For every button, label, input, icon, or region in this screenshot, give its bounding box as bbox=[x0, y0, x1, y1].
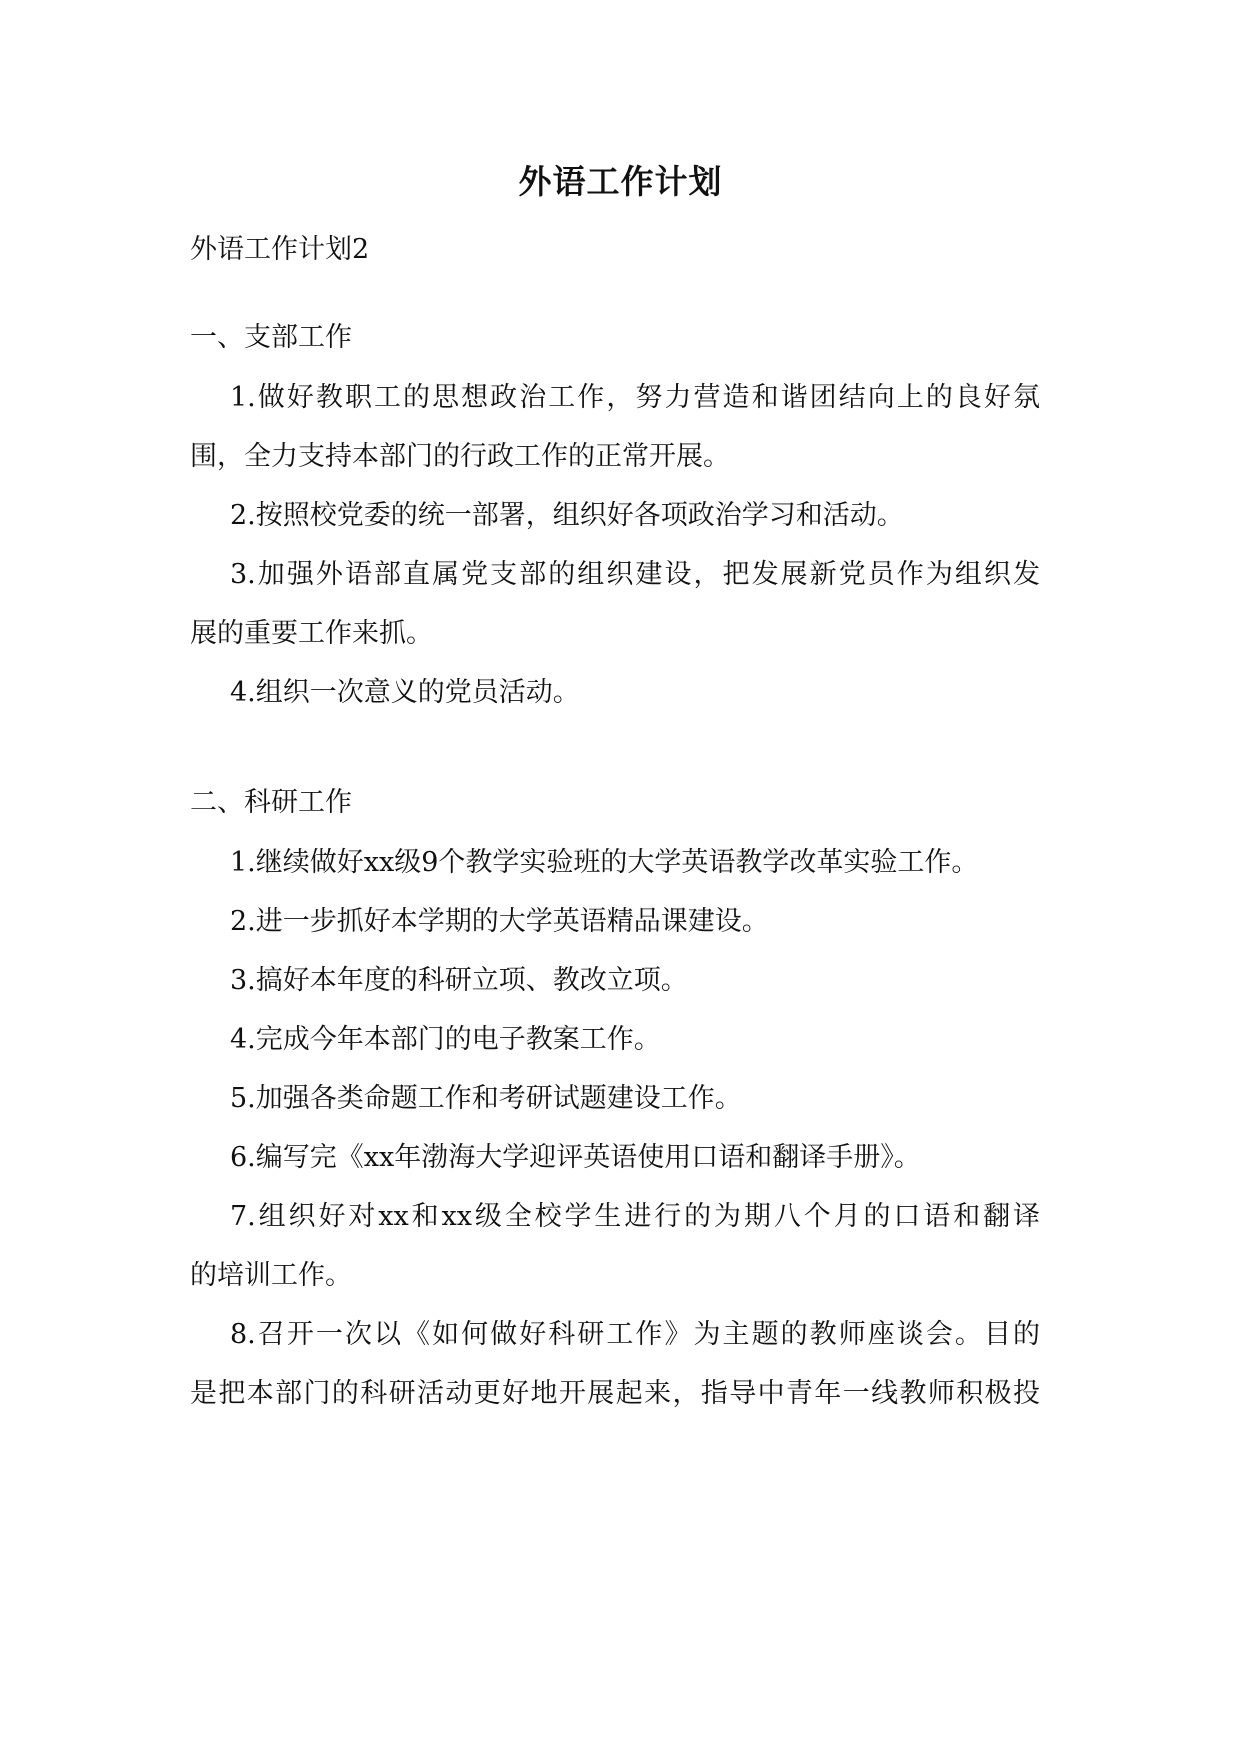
paragraph-line: 6.编写完《xx年渤海大学迎评英语使用口语和翻译手册》。 bbox=[230, 1142, 921, 1173]
section-heading: 二、科研工作 bbox=[190, 787, 352, 818]
section-heading: 一、支部工作 bbox=[190, 322, 352, 353]
paragraph-line: 4.组织一次意义的党员活动。 bbox=[230, 677, 580, 708]
paragraph-line: 是把本部门的科研活动更好地开展起来，指导中青年一线教师积极投 bbox=[190, 1378, 1040, 1409]
paragraph-line: 1.做好教职工的思想政治工作，努力营造和谐团结向上的良好氛 bbox=[230, 382, 1040, 413]
paragraph-line: 的培训工作。 bbox=[190, 1260, 352, 1291]
paragraph-line: 展的重要工作来抓。 bbox=[190, 618, 433, 649]
paragraph-line: 5.加强各类命题工作和考研试题建设工作。 bbox=[230, 1083, 742, 1114]
paragraph-line: 1.继续做好xx级9个教学实验班的大学英语教学改革实验工作。 bbox=[230, 847, 979, 878]
paragraph-line: 7.组织好对xx和xx级全校学生进行的为期八个月的口语和翻译 bbox=[230, 1201, 1040, 1232]
paragraph-line: 8.召开一次以《如何做好科研工作》为主题的教师座谈会。目的 bbox=[230, 1319, 1040, 1350]
paragraph-line: 3.搞好本年度的科研立项、教改立项。 bbox=[230, 965, 688, 996]
paragraph-line: 2.按照校党委的统一部署，组织好各项政治学习和活动。 bbox=[230, 500, 904, 531]
paragraph-line: 围，全力支持本部门的行政工作的正常开展。 bbox=[190, 441, 730, 472]
paragraph-line: 4.完成今年本部门的电子教案工作。 bbox=[230, 1024, 661, 1055]
document-subtitle: 外语工作计划2 bbox=[190, 234, 370, 265]
paragraph-line: 3.加强外语部直属党支部的组织建设，把发展新党员作为组织发 bbox=[230, 559, 1040, 590]
paragraph-line: 2.进一步抓好本学期的大学英语精品课建设。 bbox=[230, 906, 769, 937]
document-title: 外语工作计划 bbox=[518, 162, 723, 201]
